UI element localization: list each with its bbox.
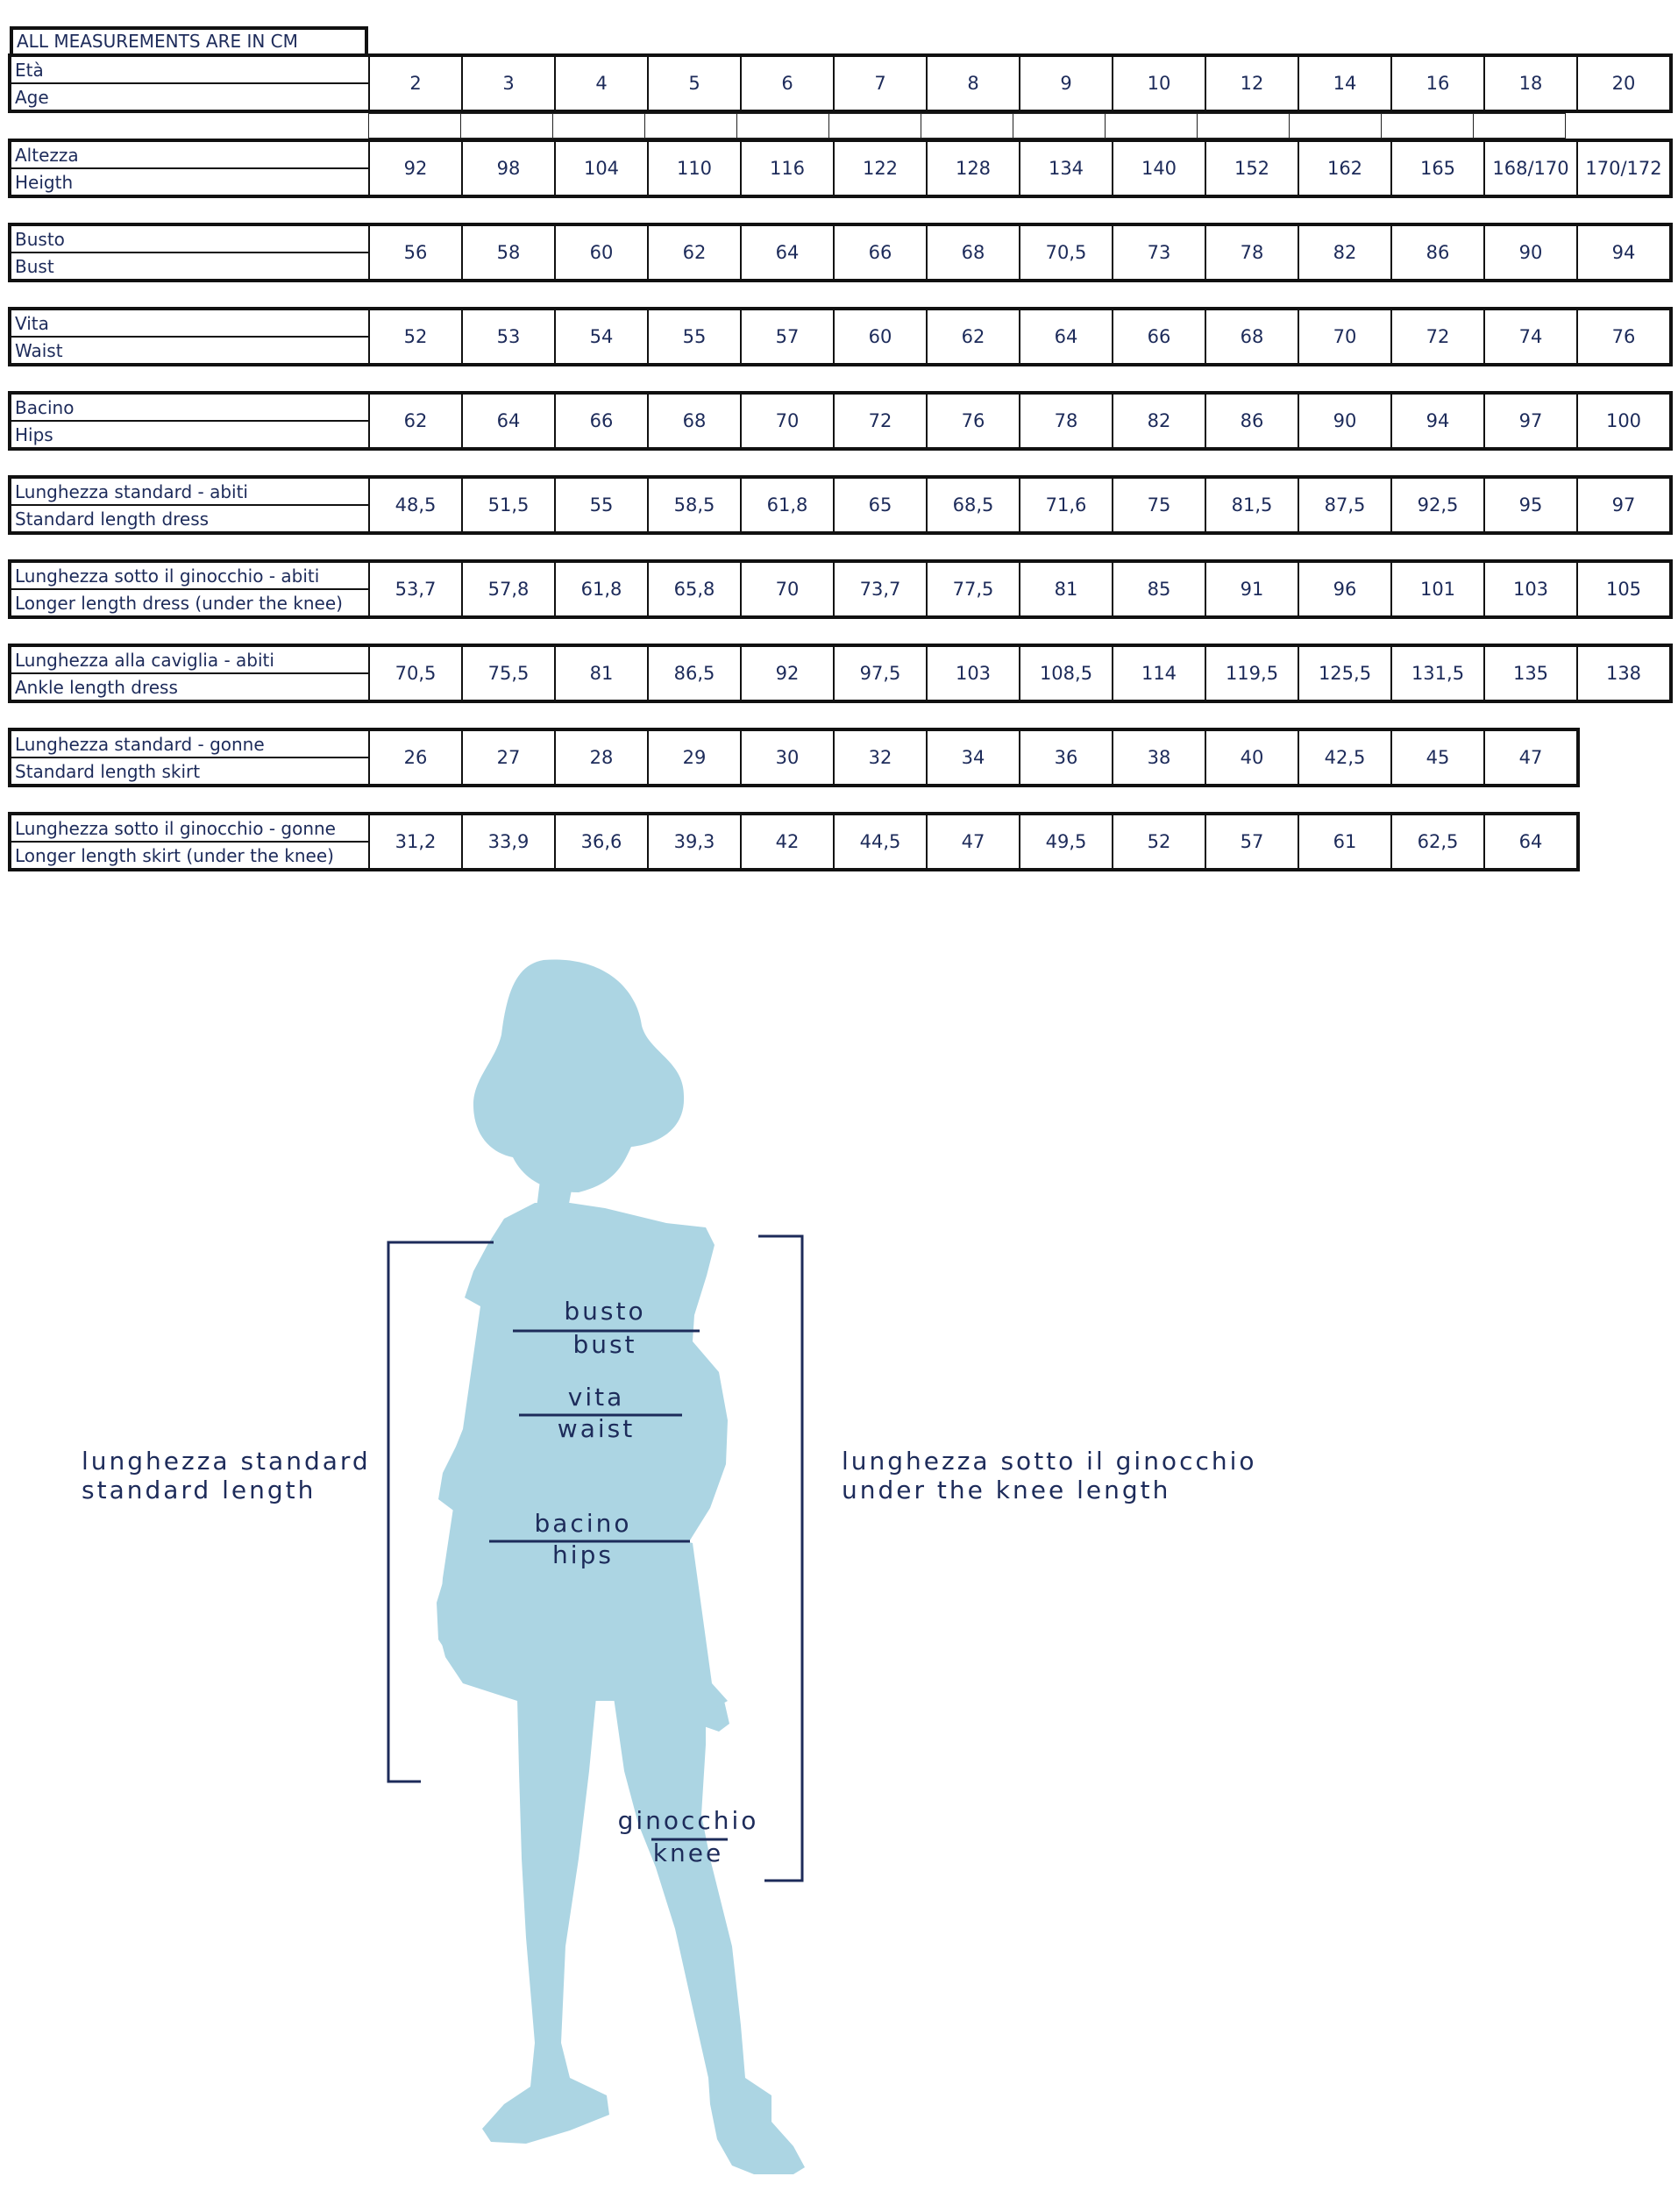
measurement-value: 47	[1484, 730, 1577, 785]
age-value: 2	[369, 56, 462, 110]
row-label-it: Lunghezza standard - abiti	[11, 478, 369, 505]
row-label-it: Vita	[11, 309, 369, 337]
silhouette-left-leg	[482, 1697, 609, 2144]
silhouette-head	[473, 959, 684, 1192]
under-knee-length-label-it: lunghezza sotto il ginocchio	[842, 1447, 1257, 1476]
measurement-value: 26	[369, 730, 462, 785]
measurement-value: 70	[741, 562, 834, 616]
measurement-value: 75,5	[462, 646, 555, 701]
measurement-value: 90	[1484, 225, 1577, 280]
age-value: 18	[1484, 56, 1577, 110]
measurement-value: 57,8	[462, 562, 555, 616]
spacer-row	[368, 113, 1566, 139]
measurement-value: 70,5	[1020, 225, 1113, 280]
age-value: 12	[1205, 56, 1298, 110]
measurement-value: 57	[1205, 814, 1298, 869]
age-value: 9	[1020, 56, 1113, 110]
measurement-value: 104	[555, 141, 648, 196]
measurement-value: 100	[1577, 394, 1670, 448]
measurement-value: 96	[1298, 562, 1391, 616]
measurement-value: 62,5	[1391, 814, 1484, 869]
row-label-it: Lunghezza sotto il ginocchio - gonne	[11, 814, 369, 842]
measurement-row-table	[10, 645, 1671, 701]
measurement-value: 62	[648, 225, 741, 280]
spacer-cell	[829, 114, 921, 139]
measurement-value: 36	[1020, 730, 1113, 785]
measurement-value: 29	[648, 730, 741, 785]
spacer-cell	[1290, 114, 1382, 139]
measurement-value: 114	[1113, 646, 1205, 701]
measurement-value: 48,5	[369, 478, 462, 532]
measurement-value: 103	[1484, 562, 1577, 616]
measurement-value: 86,5	[648, 646, 741, 701]
measurement-value: 58,5	[648, 478, 741, 532]
measurement-value: 53	[462, 309, 555, 364]
row-label-it: Lunghezza sotto il ginocchio - abiti	[11, 562, 369, 589]
spacer-cell	[553, 114, 645, 139]
row-label-it: Bacino	[11, 394, 369, 421]
measurement-row-table	[10, 224, 1671, 281]
measurement-value: 40	[1205, 730, 1298, 785]
measurement-value: 55	[555, 478, 648, 532]
measurement-value: 75	[1113, 478, 1205, 532]
measurement-value: 61,8	[555, 562, 648, 616]
row-label-en: Age	[11, 83, 369, 110]
age-value: 5	[648, 56, 741, 110]
measurement-value: 135	[1484, 646, 1577, 701]
measurement-value: 77,5	[927, 562, 1020, 616]
measurement-value: 65	[834, 478, 927, 532]
measurement-value: 64	[741, 225, 834, 280]
measurement-value: 47	[927, 814, 1020, 869]
units-note: ALL MEASUREMENTS ARE IN CM	[10, 26, 368, 55]
row-label-en: Standard length skirt	[11, 757, 369, 785]
row-label-it: Lunghezza alla caviglia - abiti	[11, 646, 369, 673]
under-knee-length-bracket	[758, 1236, 802, 1881]
measurement-value: 105	[1577, 562, 1670, 616]
waist-label-it: vita	[567, 1383, 625, 1412]
row-label-en: Longer length skirt (under the knee)	[11, 842, 369, 869]
standard-length-label-en: standard length	[82, 1476, 316, 1504]
measurement-value: 162	[1298, 141, 1391, 196]
measurement-value: 51,5	[462, 478, 555, 532]
measurement-value: 72	[834, 394, 927, 448]
measurement-value: 81,5	[1205, 478, 1298, 532]
measurement-value: 92	[369, 141, 462, 196]
age-value: 3	[462, 56, 555, 110]
measurement-value: 95	[1484, 478, 1577, 532]
measurement-row-table	[10, 393, 1671, 449]
measurement-value: 38	[1113, 730, 1205, 785]
measurement-value: 86	[1205, 394, 1298, 448]
measurement-value: 81	[555, 646, 648, 701]
measurement-value: 64	[1020, 309, 1113, 364]
spacer-cell	[1474, 114, 1566, 139]
age-value: 4	[555, 56, 648, 110]
spacer-cell	[921, 114, 1013, 139]
measurement-value: 45	[1391, 730, 1484, 785]
measurement-row-table	[10, 477, 1671, 533]
row-label-en: Heigth	[11, 168, 369, 196]
silhouette-neck	[537, 1153, 579, 1208]
measurement-value: 62	[927, 309, 1020, 364]
measurement-value: 98	[462, 141, 555, 196]
measurement-value: 65,8	[648, 562, 741, 616]
row-label-en: Ankle length dress	[11, 673, 369, 701]
hips-label-en: hips	[552, 1540, 614, 1569]
measurement-value: 68	[648, 394, 741, 448]
measurement-row-table	[10, 729, 1578, 786]
measurement-value: 66	[834, 225, 927, 280]
measurement-value: 27	[462, 730, 555, 785]
measurement-value: 152	[1205, 141, 1298, 196]
row-label-en: Longer length dress (under the knee)	[11, 589, 369, 616]
measurement-value: 42,5	[1298, 730, 1391, 785]
age-value: 6	[741, 56, 834, 110]
measurement-value: 76	[1577, 309, 1670, 364]
measurement-value: 170/172	[1577, 141, 1670, 196]
measurement-value: 97	[1484, 394, 1577, 448]
age-value: 20	[1577, 56, 1670, 110]
measurement-value: 94	[1577, 225, 1670, 280]
measurement-row-table	[10, 814, 1578, 870]
measurement-value: 110	[648, 141, 741, 196]
measurement-value: 125,5	[1298, 646, 1391, 701]
measurement-value: 119,5	[1205, 646, 1298, 701]
measurement-value: 68	[927, 225, 1020, 280]
measurement-value: 30	[741, 730, 834, 785]
row-label-it: Lunghezza standard - gonne	[11, 730, 369, 757]
measurement-value: 131,5	[1391, 646, 1484, 701]
row-label-en: Bust	[11, 252, 369, 280]
measurement-value: 92,5	[1391, 478, 1484, 532]
measurement-value: 122	[834, 141, 927, 196]
hips-label-it: bacino	[534, 1509, 632, 1538]
measurement-value: 85	[1113, 562, 1205, 616]
measurement-value: 138	[1577, 646, 1670, 701]
measurement-value: 70	[741, 394, 834, 448]
row-label-en: Standard length dress	[11, 505, 369, 532]
measurement-value: 66	[555, 394, 648, 448]
measurement-value: 64	[462, 394, 555, 448]
measurement-value: 52	[1113, 814, 1205, 869]
measurement-value: 140	[1113, 141, 1205, 196]
measurement-row-table	[10, 561, 1671, 617]
knee-label-it: ginocchio	[617, 1806, 759, 1835]
measurement-value: 103	[927, 646, 1020, 701]
measurement-value: 70	[1298, 309, 1391, 364]
measurement-value: 68	[1205, 309, 1298, 364]
measurement-value: 53,7	[369, 562, 462, 616]
spacer-cell	[737, 114, 829, 139]
row-label-it: Busto	[11, 225, 369, 252]
measurement-value: 68,5	[927, 478, 1020, 532]
measurement-value: 108,5	[1020, 646, 1113, 701]
measurement-value: 72	[1391, 309, 1484, 364]
measurement-value: 71,6	[1020, 478, 1113, 532]
measurement-value: 116	[741, 141, 834, 196]
measurement-value: 39,3	[648, 814, 741, 869]
age-value: 16	[1391, 56, 1484, 110]
bust-label-it: busto	[564, 1297, 646, 1326]
measurement-value: 44,5	[834, 814, 927, 869]
measurement-row-table	[10, 140, 1671, 196]
spacer-cell	[645, 114, 737, 139]
measurement-value: 66	[1113, 309, 1205, 364]
measurement-value: 33,9	[462, 814, 555, 869]
measurement-value: 42	[741, 814, 834, 869]
measurement-value: 97	[1577, 478, 1670, 532]
row-label-en: Waist	[11, 337, 369, 364]
measurement-value: 58	[462, 225, 555, 280]
measurement-value: 32	[834, 730, 927, 785]
measurement-value: 165	[1391, 141, 1484, 196]
age-value: 8	[927, 56, 1020, 110]
row-label-it: Età	[11, 56, 369, 83]
spacer-cell	[1382, 114, 1474, 139]
measurement-value: 101	[1391, 562, 1484, 616]
measurement-value: 54	[555, 309, 648, 364]
measurement-value: 82	[1113, 394, 1205, 448]
measurement-value: 28	[555, 730, 648, 785]
age-value: 7	[834, 56, 927, 110]
measurement-value: 62	[369, 394, 462, 448]
measurement-value: 55	[648, 309, 741, 364]
measurement-value: 56	[369, 225, 462, 280]
age-value: 14	[1298, 56, 1391, 110]
spacer-cell	[1013, 114, 1106, 139]
measurement-value: 70,5	[369, 646, 462, 701]
measurement-value: 73	[1113, 225, 1205, 280]
row-label-it: Altezza	[11, 141, 369, 168]
under-knee-length-label-en: under the knee length	[842, 1476, 1171, 1504]
age-value: 10	[1113, 56, 1205, 110]
measurement-value: 78	[1205, 225, 1298, 280]
spacer-cell	[1198, 114, 1290, 139]
measurement-value: 74	[1484, 309, 1577, 364]
measurement-value: 52	[369, 309, 462, 364]
measurement-value: 92	[741, 646, 834, 701]
measurement-value: 134	[1020, 141, 1113, 196]
measurement-value: 86	[1391, 225, 1484, 280]
row-label-en: Hips	[11, 421, 369, 448]
size-table-header	[10, 26, 368, 55]
standard-length-label-it: lunghezza standard	[82, 1447, 371, 1476]
measurement-value: 128	[927, 141, 1020, 196]
measurement-value: 60	[834, 309, 927, 364]
measurement-value: 73,7	[834, 562, 927, 616]
measurement-value: 168/170	[1484, 141, 1577, 196]
measurement-value: 81	[1020, 562, 1113, 616]
measurement-value: 97,5	[834, 646, 927, 701]
measurement-value: 94	[1391, 394, 1484, 448]
measurement-value: 90	[1298, 394, 1391, 448]
measurement-value: 34	[927, 730, 1020, 785]
measurement-value: 91	[1205, 562, 1298, 616]
spacer-cell	[461, 114, 553, 139]
spacer-cell	[1106, 114, 1198, 139]
measurement-value: 78	[1020, 394, 1113, 448]
child-silhouette-diagram	[0, 929, 1678, 2212]
knee-label-en: knee	[652, 1839, 724, 1867]
spacer-cell	[369, 114, 461, 139]
measurement-value: 31,2	[369, 814, 462, 869]
measurement-row-table	[10, 309, 1671, 365]
measurement-value: 60	[555, 225, 648, 280]
measurement-value: 57	[741, 309, 834, 364]
measurement-value: 82	[1298, 225, 1391, 280]
measurement-value: 87,5	[1298, 478, 1391, 532]
measurement-value: 36,6	[555, 814, 648, 869]
measurement-value: 49,5	[1020, 814, 1113, 869]
silhouette-right-leg	[614, 1697, 805, 2174]
bust-label-en: bust	[572, 1330, 637, 1359]
measurement-value: 61	[1298, 814, 1391, 869]
waist-label-en: waist	[557, 1414, 636, 1443]
age-row	[10, 55, 1671, 111]
measurement-value: 61,8	[741, 478, 834, 532]
measurement-value: 64	[1484, 814, 1577, 869]
measurement-value: 76	[927, 394, 1020, 448]
